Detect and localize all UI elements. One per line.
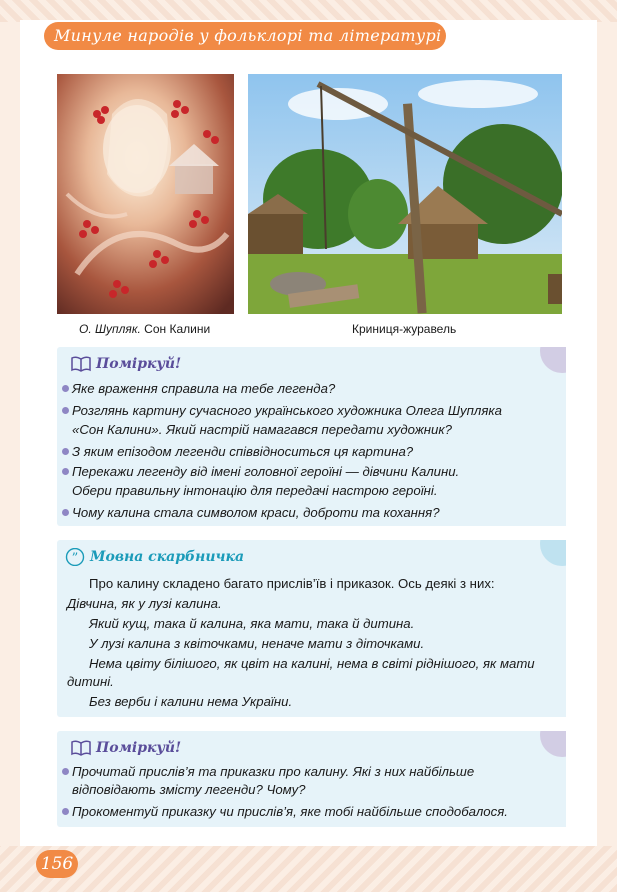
box-corner-decoration (540, 347, 566, 373)
bullet-dot (62, 385, 69, 392)
box-corner-decoration (540, 731, 566, 757)
proverb-line: Нема цвіту білішого, як цвіт на калині, нема в світі ріднішого, як мати (89, 656, 535, 671)
language-box-title: Мовна скарбничка (90, 549, 245, 565)
bullet-dot (62, 509, 69, 516)
think-box-2-header (71, 737, 181, 759)
bullet-dot (62, 768, 69, 775)
svg-text:”: ” (71, 551, 79, 566)
box-corner-decoration (540, 540, 566, 566)
chapter-banner (44, 22, 446, 50)
photo-well-crane (248, 74, 562, 314)
proverb-line: Який кущ, така й калина, яка мати, така й дитина. (89, 616, 415, 631)
page-number: 156 (40, 854, 74, 874)
chapter-title: Минуле народів у фольклорі та літературі (54, 26, 442, 45)
bullet-dot (62, 407, 69, 414)
page-number-badge (36, 850, 78, 878)
bottom-ornament (0, 846, 617, 892)
caption-author: О. Шупляк. (79, 322, 141, 336)
language-box-header (65, 546, 244, 568)
think-box-2-title: Поміркуй! (96, 740, 182, 756)
think-box-1-title: Поміркуй! (96, 356, 182, 372)
top-ornament (0, 0, 617, 22)
painting-son-kalyny (57, 74, 234, 314)
caption-painting (79, 322, 210, 336)
think-box-2: Поміркуй! Прочитай прислів’я та приказки про калину. Які з них найбільше відповідають змісту легенди? Чому? Прокоментуй приказку чи прислів’я, яке тобі найбільше сподобалося. (57, 731, 566, 827)
think-box-1-header (71, 353, 181, 375)
bullet-dot (62, 808, 69, 815)
proverb-line: У лузі калина з квіточками, неначе мати з діточками. (89, 636, 425, 651)
think-box-1: Поміркуй! Яке враження справила на тебе легенда? Розглянь картину сучасного українського художника Олега Шупляка «Сон Калини». Який настрій намагався передати художник? З яким епізодом легенди співвідноситься ця картина? Перекажи легенду від імені головної героїні — дівчини Калини. Обери правильну інтонацію для передачі настрою героїні. Чому калина стала символом краси, доброти та кохання? (57, 347, 566, 526)
intro-text: Про калину складено багато прислів’їв і приказок. Ось деякі з них: (89, 576, 495, 591)
proverb-line: Без верби і калини нема України. (89, 694, 293, 709)
proverb-line: Дівчина, як у лузі калина. (67, 596, 222, 611)
caption-well: Криниця-журавель (352, 322, 457, 336)
proverb-line-continuation: дитині. (67, 674, 114, 689)
caption-painting-title: Сон Калини (144, 322, 211, 336)
quote-icon (65, 548, 85, 566)
bullet-dot (62, 468, 69, 475)
book-icon (71, 356, 91, 372)
book-icon (71, 740, 91, 756)
bullet-dot (62, 448, 69, 455)
language-treasury-box (57, 540, 566, 717)
